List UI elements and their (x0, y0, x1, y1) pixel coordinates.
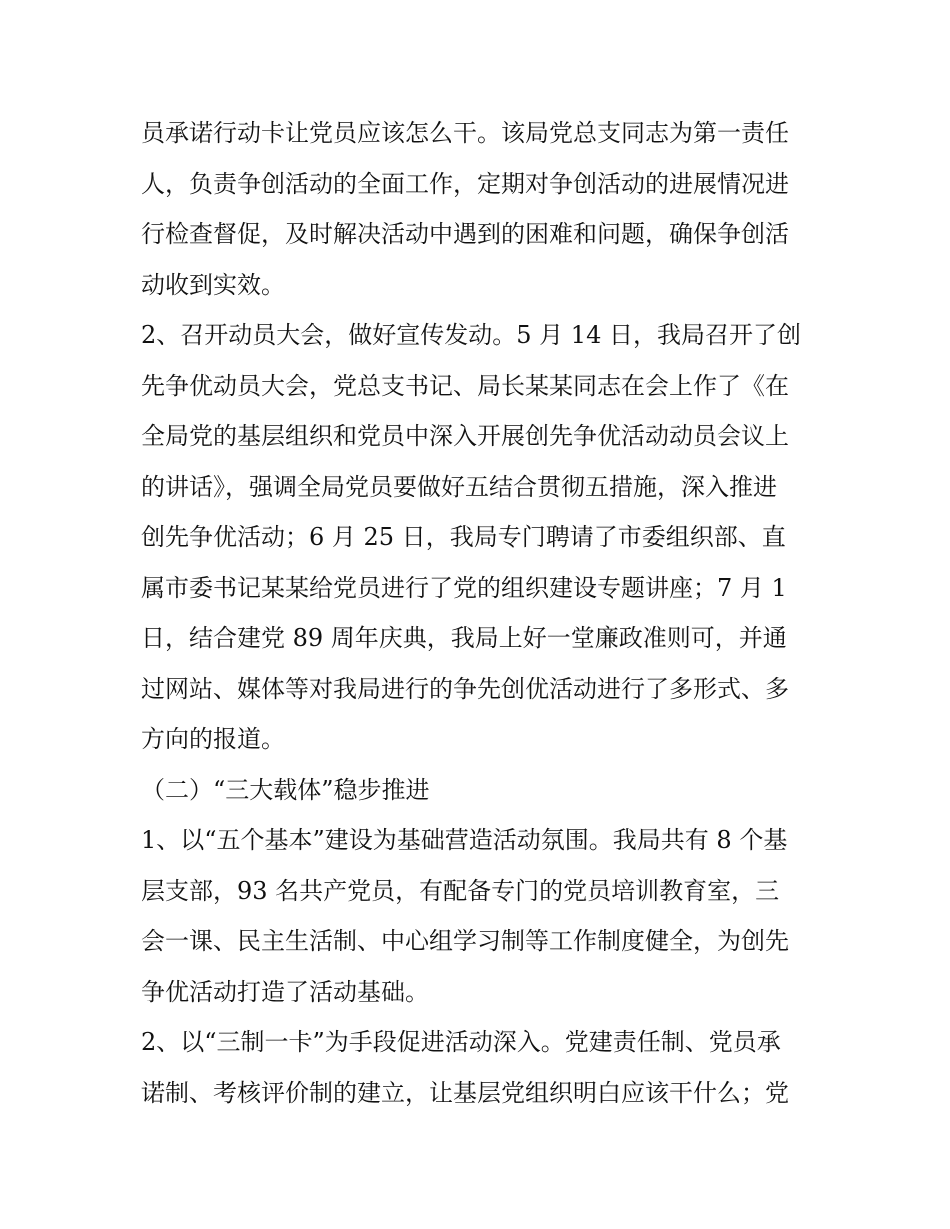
document-body (141, 108, 811, 1118)
text-line-16: 层支部，93 名共产党员，有配备专门的党员培训教育室，三 (141, 876, 780, 905)
text-line-19: 2、以“三制一卡”为手段促进活动深入。党建责任制、党员承 (141, 1028, 781, 1056)
text-line-2: 人，负责争创活动的全面工作，定期对争创活动的进展情况进 (141, 169, 789, 198)
text-line-7: 全局党的基层组织和党员中深入开展创先争优活动动员会议上 (141, 422, 789, 450)
text-line-13: 方向的报道。 (141, 725, 285, 753)
text-line-6: 先争优动员大会，党总支书记、局长某某同志在会上作了《在 (141, 371, 789, 400)
text-line-10: 属市委书记某某给党员进行了党的组织建设专题讲座；7 月 1 (141, 573, 787, 602)
text-line-3: 行检查督促，及时解决活动中遇到的困难和问题，确保争创活 (141, 220, 789, 248)
text-line-8: 的讲话》，强调全局党员要做好五结合贯彻五措施，深入推进 (141, 472, 777, 501)
text-line-17: 会一课、民主生活制、中心组学习制等工作制度健全，为创先 (141, 927, 789, 955)
text-line-18: 争优活动打造了活动基础。 (141, 977, 429, 1006)
text-line-11: 日，结合建党 89 周年庆典，我局上好一堂廉政准则可，并通 (141, 624, 787, 652)
text-line-12: 过网站、媒体等对我局进行的争先创优活动进行了多形式、多 (141, 674, 789, 703)
text-line-15: 1、以“五个基本”建设为基础营造活动氛围。我局共有 8 个基 (141, 826, 788, 854)
text-line-9: 创先争优活动；6 月 25 日，我局专门聘请了市委组织部、直 (141, 523, 786, 551)
section-heading: （二）“三大载体”稳步推进 (141, 775, 430, 804)
text-line-1: 员承诺行动卡让党员应该怎么干。该局党总支同志为第一责任 (141, 119, 789, 147)
text-line-4: 动收到实效。 (141, 270, 285, 299)
text-line-5: 2、召开动员大会，做好宣传发动。5 月 14 日，我局召开了创 (141, 321, 801, 349)
text-line-20: 诺制、考核评价制的建立，让基层党组织明白应该干什么；党 (141, 1078, 789, 1107)
